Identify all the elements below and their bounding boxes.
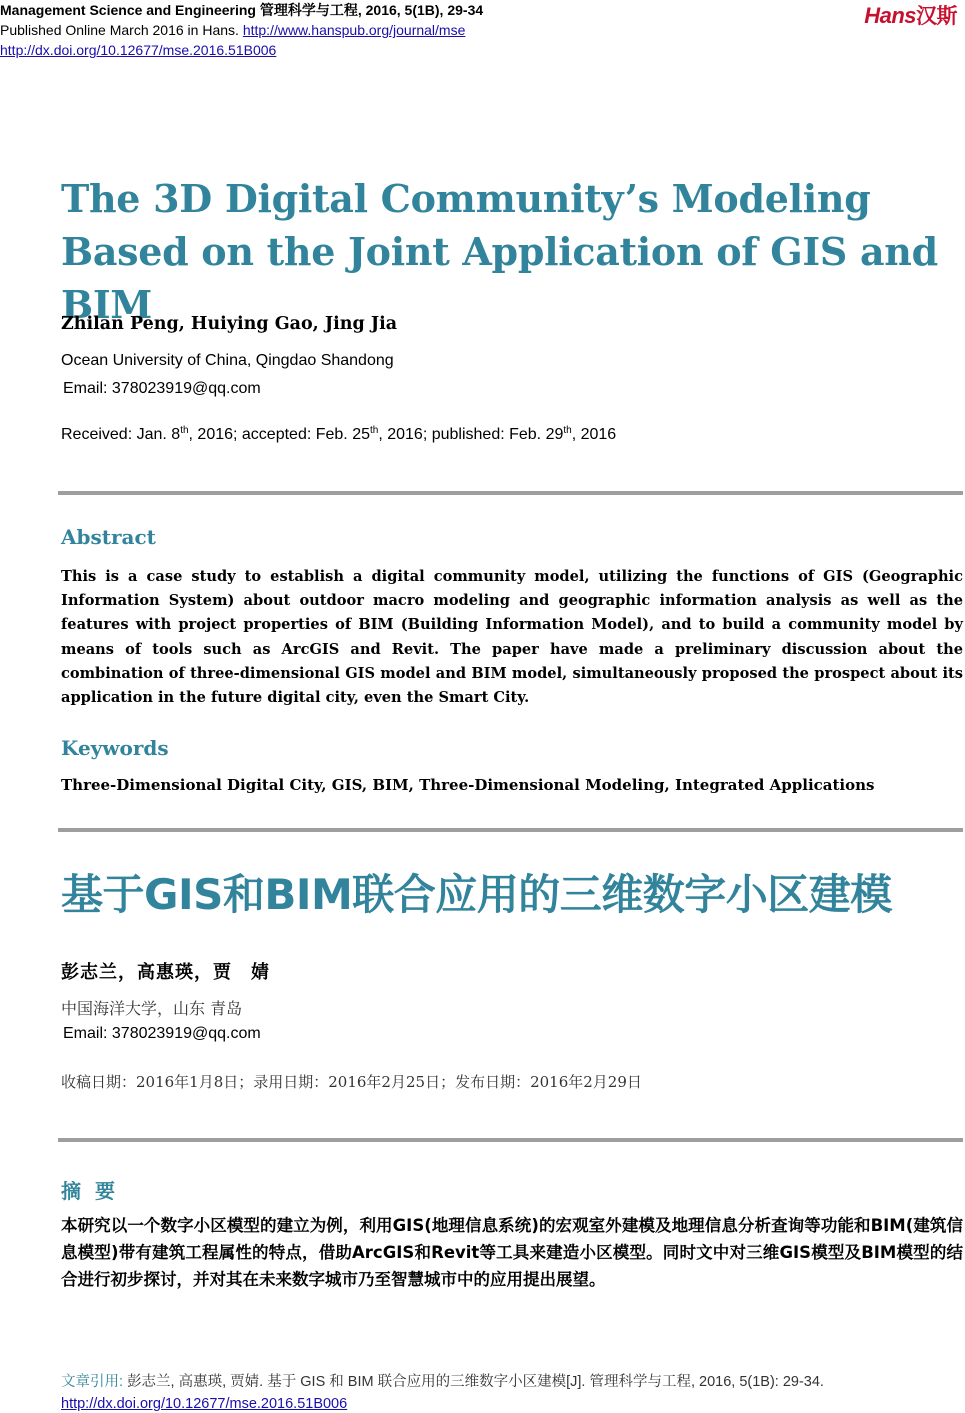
citation-text: 彭志兰, 高惠瑛, 贾婧. 基于 GIS 和 BIM 联合应用的三维数字小区建模[J]. 管理科学与工程, 2016, 5(1B): 29-34. <box>127 1374 824 1390</box>
cn-title: 基于GIS和BIM联合应用的三维数字小区建模 <box>61 870 892 919</box>
published-prefix: Published Online March 2016 in Hans. <box>0 22 243 38</box>
accepted-sup: th <box>370 425 379 436</box>
journal-citation-line: Management Science and Engineering 管理科学与工程, 2016, 5(1B), 29-34 <box>0 2 484 18</box>
received-sup: th <box>180 425 189 436</box>
logo-cn: 汉斯 <box>916 5 957 28</box>
divider-3 <box>58 1138 963 1142</box>
keywords-heading: Keywords <box>61 736 169 760</box>
published-line <box>0 20 483 40</box>
cn-abstract-body: 本研究以一个数字小区模型的建立为例，利用GIS(地理信息系统)的宏观室外建模及地理信息分析查询等功能和BIM(建筑信息模型)带有建筑工程属性的特点，借助ArcGIS和Revit等工具来建造小区模型。同时文中对三维GIS模型及BIM模型的结合进行初步探讨，并对其在未来数字城市乃至智慧城市中的应用提出展望。 <box>61 1216 963 1289</box>
cn-affiliation: 中国海洋大学，山东 青岛 <box>61 999 243 1018</box>
abstract-heading: Abstract <box>61 525 156 549</box>
logo-latin: Hans <box>864 3 916 28</box>
dates-tail: , 2016 <box>571 426 617 443</box>
abstract-body: This is a case study to establish a digital community model, utilizing the functions of GIS (Geographic Information System) about outdoor macro modeling and geographic information analysis as well as the features with project properties of BIM (Building Information Model), and to build a community model by means of tools such as ArcGIS and Revit. The paper have made a preliminary discussion about the combination of three-dimensional GIS model and BIM model, simultaneously proposed the prospect about its application in the future digital city, even the Smart City. <box>61 568 963 707</box>
paper-title: The 3D Digital Community’s Modeling Based on the Joint Application of GIS and BIM <box>61 176 938 327</box>
cn-abstract-heading: 摘要 <box>61 1179 129 1203</box>
email: Email: 378023919@qq.com <box>63 380 261 397</box>
hans-logo <box>864 0 957 30</box>
journal-header <box>0 0 483 60</box>
journal-link[interactable]: http://www.hanspub.org/journal/mse <box>242 22 466 38</box>
dates <box>61 426 616 444</box>
affiliation: Ocean University of China, Qingdao Shandong <box>61 352 394 369</box>
citation-doi-link[interactable]: http://dx.doi.org/10.12677/mse.2016.51B006 <box>61 1396 348 1412</box>
citation-label: 文章引用: <box>61 1374 128 1390</box>
cn-email: Email: 378023919@qq.com <box>63 1025 261 1042</box>
accepted-date: , 2016; accepted: Feb. 25 <box>188 426 370 443</box>
citation <box>61 1371 963 1413</box>
keywords-body: Three-Dimensional Digital City, GIS, BIM, Three-Dimensional Modeling, Integrated Applications <box>61 776 875 794</box>
cn-dates: 收稿日期：2016年1月8日；录用日期：2016年2月25日；发布日期：2016年2月29日 <box>61 1073 642 1091</box>
received-date: Received: Jan. 8 <box>61 426 181 443</box>
divider-1 <box>58 491 963 495</box>
published-date: , 2016; published: Feb. 29 <box>378 426 564 443</box>
published-sup: th <box>563 425 572 436</box>
cn-authors: 彭志兰，高惠瑛，贾 婧 <box>61 962 270 983</box>
authors: Zhilan Peng, Huiying Gao, Jing Jia <box>61 314 398 334</box>
doi-link[interactable]: http://dx.doi.org/10.12677/mse.2016.51B006 <box>0 42 277 58</box>
divider-2 <box>58 828 963 832</box>
